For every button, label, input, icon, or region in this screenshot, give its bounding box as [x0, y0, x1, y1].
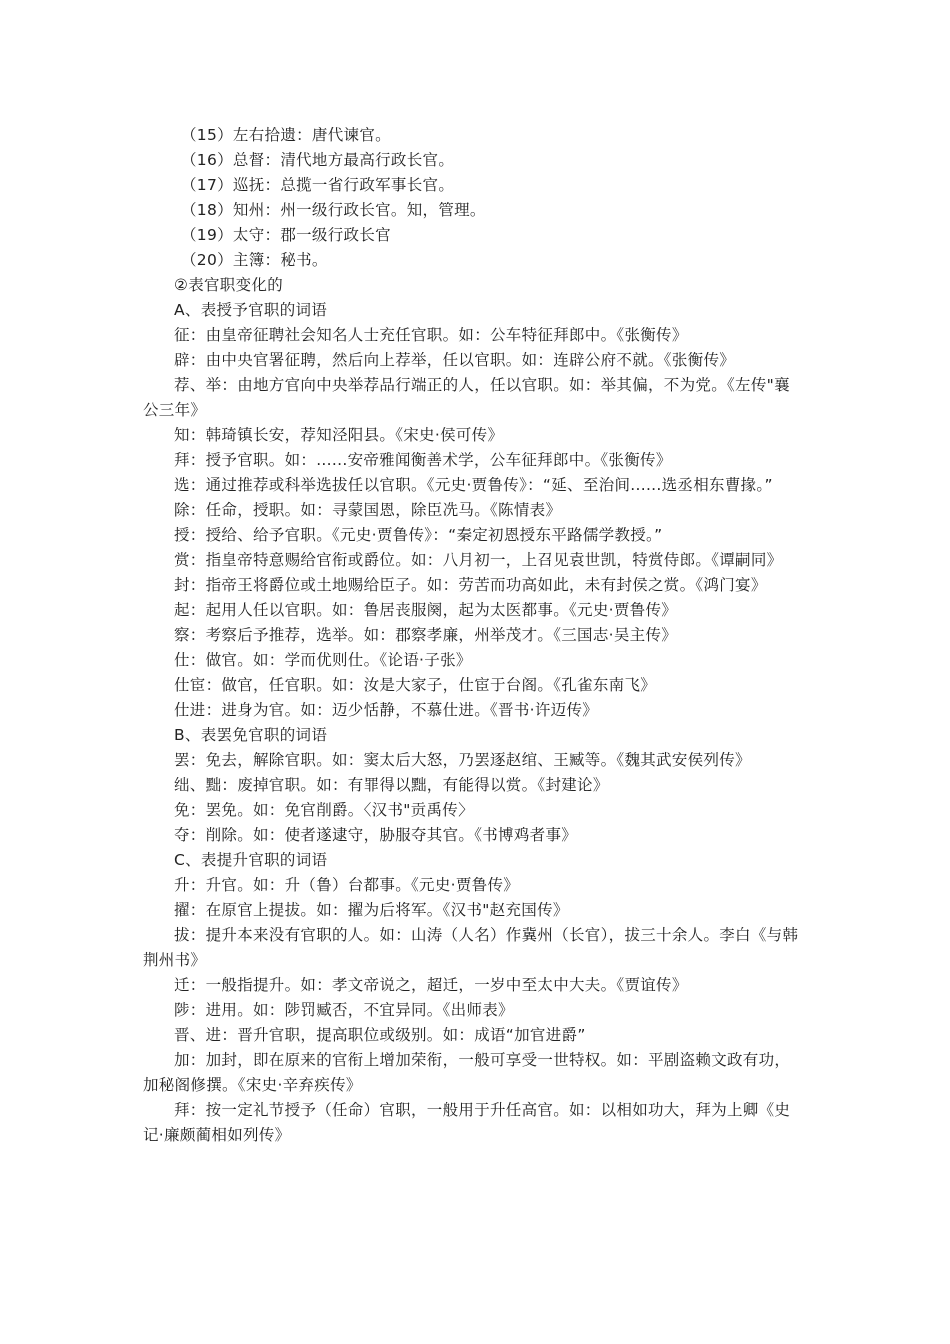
term-entry: 陟：进用。如：陟罚臧否，不宜异同。《出师表》 [174, 1001, 514, 1019]
term-entry: 擢：在原官上提拔。如：擢为后将军。《汉书"赵充国传》 [174, 901, 569, 919]
list-item: （16）总督：清代地方最高行政长官。 [181, 151, 455, 169]
term-entry: 仕宦：做官，任官职。如：汝是大家子，仕宦于台阁。《孔雀东南飞》 [174, 676, 657, 694]
list-item: （20）主簿：秘书。 [181, 251, 328, 269]
term-entry: 加：加封，即在原来的官衔上增加荣衔，一般可享受一世特权。如：平剧盗赖文政有功，加秘阁修撰。《宋史·辛弃疾传》 [143, 1051, 791, 1094]
term-entry: 察：考察后予推荐，选举。如：郡察孝廉，州举茂才。《三国志·吴主传》 [174, 626, 678, 644]
term-entry: 辟：由中央官署征聘，然后向上荐举，任以官职。如：连辟公府不就。《张衡传》 [174, 351, 736, 369]
group-heading-a: A、表授予官职的词语 [174, 301, 328, 319]
term-entry: 赏：指皇帝特意赐给官衔或爵位。如：八月初一，上召见袁世凯，特赏侍郎。《谭嗣同》 [174, 551, 783, 569]
term-entry: 除：任命，授职。如：寻蒙国恩，除臣冼马。《陈情表》 [174, 501, 562, 519]
term-entry: 绌、黜：废掉官职。如：有罪得以黜，有能得以赏。《封建论》 [174, 776, 609, 794]
term-entry: 夺：削除。如：使者遂逮守，胁服夺其官。《书博鸡者事》 [174, 826, 578, 844]
term-entry: 拜：授予官职。如：......安帝雅闻衡善术学，公车征拜郎中。《张衡传》 [174, 451, 672, 469]
term-entry: 选：通过推荐或科举选拔任以官职。《元史·贾鲁传》：“延、至治间......选丞相东曹掾。” [174, 476, 773, 494]
term-entry: 征：由皇帝征聘社会知名人士充任官职。如：公车特征拜郎中。《张衡传》 [174, 326, 688, 344]
term-entry: 晋、进：晋升官职，提高职位或级别。如：成语“加官进爵” [174, 1026, 586, 1044]
section-title: ②表官职变化的 [174, 276, 283, 294]
term-entry: 仕：做官。如：学而优则仕。《论语·子张》 [174, 651, 472, 669]
document-body [143, 123, 803, 1148]
term-entry: 授：授给、给予官职。《元史·贾鲁传》：“秦定初恩授东平路儒学教授。” [174, 526, 663, 544]
list-item: （17）巡抚：总揽一省行政军事长官。 [181, 176, 455, 194]
term-entry: 罢：免去，解除官职。如：窦太后大怒，乃罢逐赵绾、王臧等。《魏其武安侯列传》 [174, 751, 751, 769]
term-entry: 拔：提升本来没有官职的人。如：山涛（人名）作冀州（长官），拔三十余人。李白《与韩荆州书》 [143, 926, 799, 969]
list-item: （18）知州：州一级行政长官。知，管理。 [181, 201, 486, 219]
term-entry: 免：罢免。如：免官削爵。〈汉书"贡禹传〉 [174, 801, 474, 819]
term-entry: 起：起用人任以官职。如：鲁居丧服阕，起为太医都事。《元史·贾鲁传》 [174, 601, 678, 619]
group-heading-b: B、表罢免官职的词语 [174, 726, 328, 744]
term-entry: 封：指帝王将爵位或土地赐给臣子。如：劳苦而功高如此，未有封侯之赏。《鸿门宴》 [174, 576, 767, 594]
term-entry: 升：升官。如：升（鲁）台都事。《元史·贾鲁传》 [174, 876, 520, 894]
term-entry: 荐、举：由地方官向中央举荐品行端正的人，任以官职。如：举其偏，不为党。《左传"襄公三年》 [143, 376, 790, 419]
group-heading-c: C、表提升官职的词语 [174, 851, 328, 869]
term-entry: 仕进：进身为官。如：迈少恬静，不慕仕进。《晋书·许迈传》 [174, 701, 599, 719]
term-entry: 拜：按一定礼节授予（任命）官职，一般用于升任高官。如：以相如功大，拜为上卿《史记·廉颇蔺相如列传》 [143, 1101, 791, 1144]
term-entry: 知：韩琦镇长安，荐知泾阳县。《宋史·侯可传》 [174, 426, 504, 444]
list-item: （19）太守：郡一级行政长官 [181, 226, 391, 244]
list-item: （15）左右拾遗：唐代谏官。 [181, 126, 391, 144]
term-entry: 迁：一般指提升。如：孝文帝说之，超迁，一岁中至太中大夫。《贾谊传》 [174, 976, 688, 994]
